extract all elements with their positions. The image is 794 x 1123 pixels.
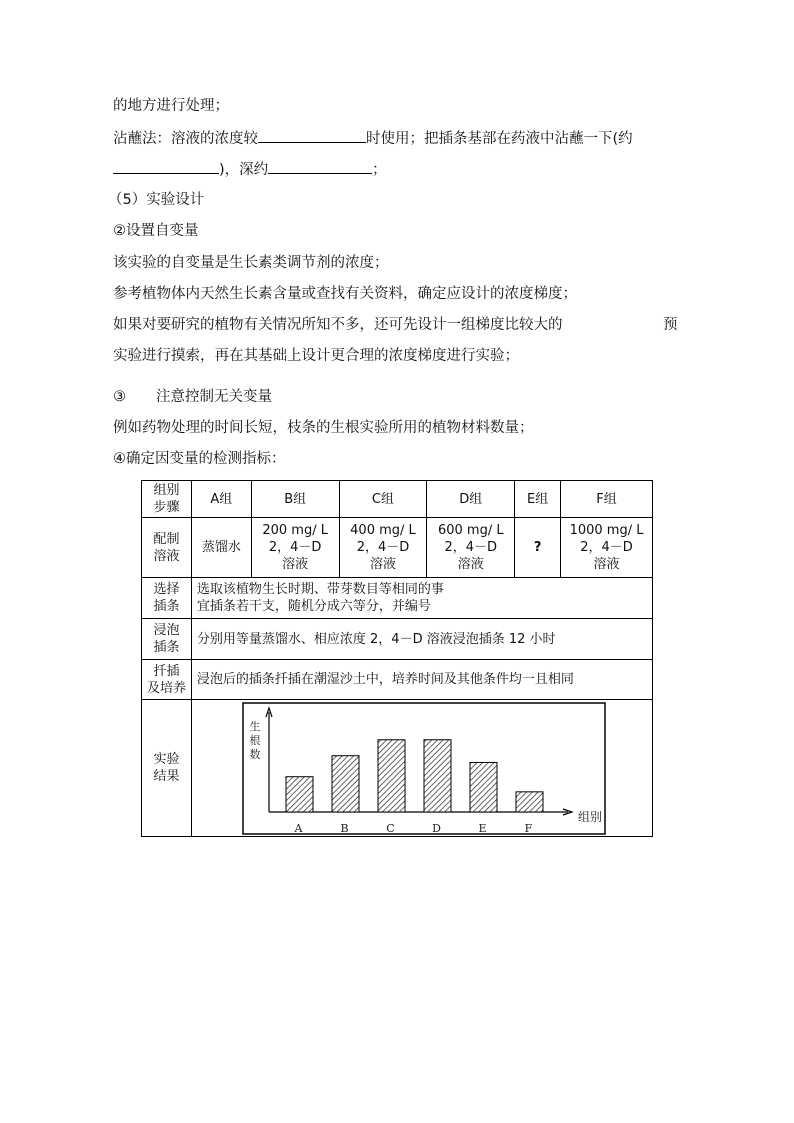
cell-d-solution xyxy=(427,518,515,578)
table-row-result xyxy=(142,700,653,837)
f-conc: 1000 mg∕ L xyxy=(569,523,644,538)
bar-a xyxy=(286,776,313,811)
p1-text: 该实验的自变量是生长素类调节剂的浓度； xyxy=(113,255,389,271)
line2-part-a: 沾蘸法：溶液的浓度较 xyxy=(113,131,258,147)
c-sol: 溶液 xyxy=(369,557,396,572)
section-heading-5 xyxy=(108,190,204,210)
b-sol: 溶液 xyxy=(282,557,309,572)
soak-label-2: 插条 xyxy=(153,640,180,655)
select-label-1: 选择 xyxy=(153,582,180,597)
cell-c-solution xyxy=(339,518,427,578)
table-header-row xyxy=(142,481,653,518)
select-text-1: 选取该植物生长时期、带芽数目等相同的事 xyxy=(196,582,444,597)
paragraph-3-line-1 xyxy=(113,315,563,335)
paragraph-1 xyxy=(113,253,389,273)
y-axis-label-char: 数 xyxy=(249,747,261,761)
x-axis-label: 组别 xyxy=(577,809,602,824)
prepare-label-2: 溶液 xyxy=(153,548,180,564)
corner-line-2: 步骤 xyxy=(153,500,180,515)
cell-b-solution xyxy=(251,518,339,578)
x-tick-label-f: F xyxy=(524,821,533,835)
group-header-a: A组 xyxy=(191,481,251,518)
x-tick-label-c: C xyxy=(386,821,395,835)
cell-a-solution: 蒸馏水 xyxy=(191,518,251,578)
subheading-2 xyxy=(113,221,199,241)
p3-part-a: 如果对要研究的植物有关情况所知不多，还可先设计一组梯度比较大的 xyxy=(113,317,563,333)
group-header-b: B组 xyxy=(251,481,339,518)
table-row-prepare xyxy=(142,518,653,578)
text-line-2 xyxy=(113,128,633,149)
bar-f xyxy=(516,791,543,811)
subheading-3 xyxy=(113,387,272,407)
group-header-e: E组 xyxy=(515,481,561,518)
group-header-d: D组 xyxy=(427,481,515,518)
fill-blank-3[interactable] xyxy=(268,159,372,174)
f-sol: 溶液 xyxy=(593,557,620,572)
sub3-number: ③ xyxy=(113,389,126,405)
x-tick-label-a: A xyxy=(294,821,303,835)
table-row-select xyxy=(142,578,653,619)
bar-e xyxy=(470,762,497,812)
y-axis-label-char: 根 xyxy=(249,733,261,747)
d-conc: 600 mg∕ L xyxy=(437,523,504,538)
culture-description: 浸泡后的插条扦插在潮湿沙土中，培养时间及其他条件均一且相同 xyxy=(191,660,652,700)
line1-text: 的地方进行处理； xyxy=(113,98,229,114)
f-chem: 2，4－D xyxy=(580,540,633,555)
paragraph-4 xyxy=(113,418,534,438)
x-tick-label-b: B xyxy=(340,821,349,835)
cell-f-solution xyxy=(561,518,653,578)
group-header-c: C组 xyxy=(339,481,427,518)
sub4-text: ④确定因变量的检测指标： xyxy=(113,451,286,467)
prepare-label-1: 配制 xyxy=(153,531,180,547)
p3-part-c: 实验进行摸索，再在其基础上设计更合理的浓度梯度进行实验； xyxy=(113,348,519,364)
p4-text: 例如药物处理的时间长短，枝条的生根实验所用的植物材料数量； xyxy=(113,420,534,436)
c-chem: 2，4－D xyxy=(356,540,410,555)
text-line-1 xyxy=(113,96,229,116)
bar-d xyxy=(424,739,451,811)
subheading-4 xyxy=(113,449,286,469)
result-label-2: 结果 xyxy=(153,769,180,784)
line3-part-b: ； xyxy=(372,162,387,178)
bar-b xyxy=(332,755,359,811)
section5-text: （5）实验设计 xyxy=(108,192,205,208)
row-label-prepare xyxy=(142,518,192,578)
sub3-text: 注意控制无关变量 xyxy=(156,389,272,405)
b-chem: 2，4－D xyxy=(268,540,322,555)
p3-part-b: 预 xyxy=(663,317,678,333)
culture-label-1: 扦插 xyxy=(153,663,180,679)
y-axis-label-char: 生 xyxy=(249,719,261,733)
select-text-2: 宜插条若干支，随机分成六等分，并编号 xyxy=(196,599,431,614)
corner-line-1: 组别 xyxy=(153,483,180,498)
experiment-table xyxy=(141,480,653,837)
paragraph-3-tail xyxy=(663,315,678,335)
line2-part-b: 时使用；把插条基部在药液中沾蘸一下(约 xyxy=(366,131,633,147)
bar-c xyxy=(378,739,405,811)
select-label-2: 插条 xyxy=(153,599,180,614)
paragraph-2 xyxy=(113,284,577,304)
soak-description: 分别用等量蒸馏水、相应浓度 2，4－D 溶液浸泡插条 12 小时 xyxy=(191,619,652,660)
row-label-select xyxy=(142,578,192,619)
select-description xyxy=(191,578,652,619)
soak-label-1: 浸泡 xyxy=(153,623,180,638)
paragraph-3-line-2 xyxy=(113,346,519,366)
result-label-1: 实验 xyxy=(153,752,180,767)
fill-blank-1[interactable] xyxy=(258,128,366,143)
result-chart-cell xyxy=(191,700,652,837)
b-conc: 200 mg∕ L xyxy=(262,523,328,538)
culture-label-2: 及培养 xyxy=(146,680,186,696)
sub2-text: ②设置自变量 xyxy=(113,223,199,239)
row-label-culture xyxy=(142,660,192,700)
line3-part-a: )，深约 xyxy=(219,162,269,178)
row-label-result xyxy=(142,700,192,837)
x-tick-label-d: D xyxy=(431,821,441,835)
text-line-3 xyxy=(113,159,387,180)
table-row-culture xyxy=(142,660,653,700)
chart-container xyxy=(192,702,652,835)
p2-text: 参考植物体内天然生长素含量或查找有关资料，确定应设计的浓度梯度； xyxy=(113,286,577,302)
table-row-soak xyxy=(142,619,653,660)
bar-chart xyxy=(192,702,652,835)
cell-e-solution: ? xyxy=(515,518,561,578)
c-conc: 400 mg∕ L xyxy=(350,523,416,538)
row-label-soak xyxy=(142,619,192,660)
d-chem: 2，4－D xyxy=(444,540,498,555)
d-sol: 溶液 xyxy=(457,557,484,572)
x-tick-label-e: E xyxy=(478,821,487,835)
corner-cell xyxy=(142,481,192,518)
fill-blank-2[interactable] xyxy=(113,159,219,174)
group-header-f: F组 xyxy=(561,481,653,518)
